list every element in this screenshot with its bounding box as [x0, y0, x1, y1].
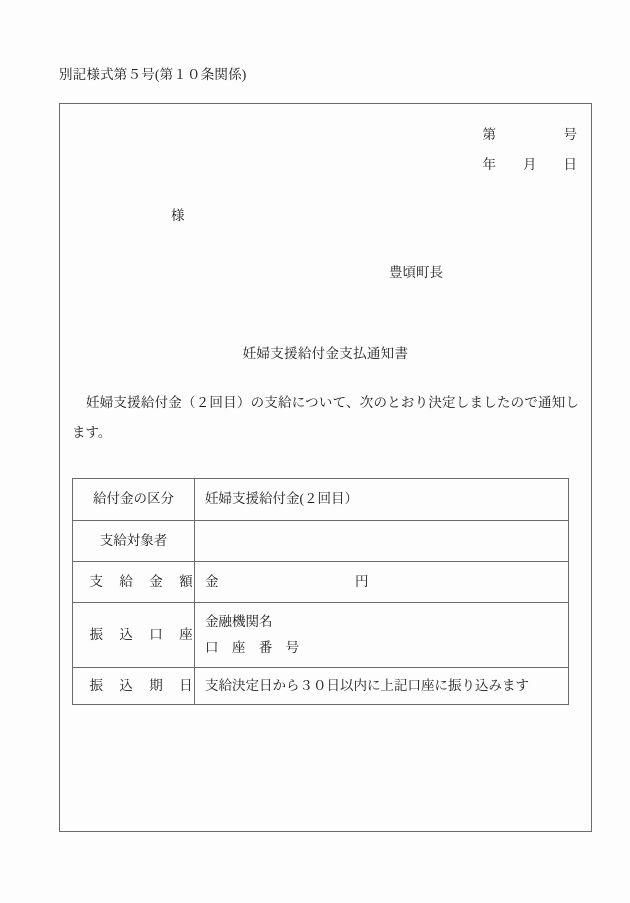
- amount-row-inner: [205, 562, 558, 602]
- row-label-payment-due-date: [73, 668, 200, 705]
- row-value-bank-account: [195, 603, 569, 668]
- document-header: [483, 120, 578, 180]
- bank-institution-name-label: 金融機関名: [205, 614, 273, 629]
- amount-suffix: 円: [355, 573, 369, 589]
- row-label-recipient: 支給対象者: [73, 521, 195, 562]
- table-row: [73, 479, 569, 521]
- document-frame: [59, 103, 592, 832]
- table-row: [73, 562, 569, 603]
- addressee-suffix: 様: [171, 208, 185, 223]
- document-number-line: 第 号: [482, 127, 577, 142]
- table-row: [73, 668, 569, 705]
- issuer-name: 豊頃町長: [389, 265, 443, 280]
- document-date-line: 年 月 日: [482, 157, 577, 172]
- row-value-recipient: [195, 521, 569, 562]
- document-title: 妊婦支援給付金支払通知書: [242, 346, 409, 361]
- row-label-bank-account: [73, 603, 200, 668]
- row-label-benefit-category: 給付金の区分: [73, 479, 195, 521]
- form-id-label: 別記様式第５号(第１０条関係): [59, 67, 247, 82]
- row-label-payment-due-date-text: 振 込 期 日: [89, 677, 200, 693]
- bank-account-number-label: 口 座 番 号: [205, 640, 305, 655]
- row-value-payment-due-date: 支給決定日から３０日以内に上記口座に振り込みます: [195, 668, 569, 705]
- row-label-payment-amount: [73, 562, 200, 603]
- row-value-benefit-category: 妊婦支援給付金(２回目）: [195, 479, 569, 521]
- row-label-bank-account-text: 振 込 口 座: [89, 626, 200, 642]
- document-body-text: 妊婦支援給付金（２回目）の支給について、次のとおり決定しましたので通知します。: [72, 395, 579, 440]
- row-label-payment-amount-text: 支 給 金 額: [89, 573, 200, 589]
- bank-account-lines: [205, 605, 558, 665]
- amount-prefix: 金: [205, 573, 219, 589]
- table-row: [73, 603, 569, 668]
- row-value-payment-amount: [195, 562, 569, 603]
- payment-detail-table: [72, 478, 569, 705]
- table-row: [73, 521, 569, 562]
